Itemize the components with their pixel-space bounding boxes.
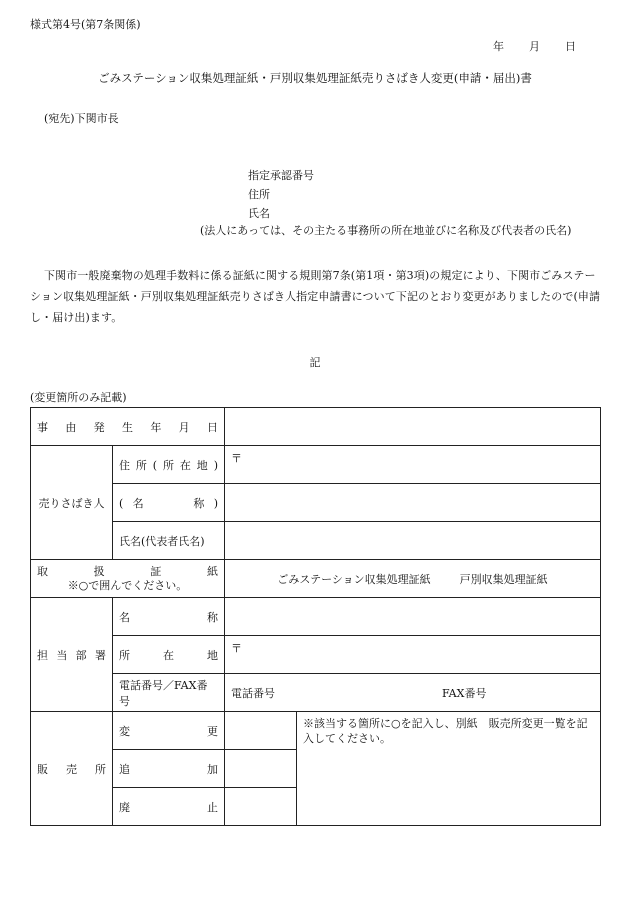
seller-name-row [31,484,601,522]
shop-change-label-cell [113,712,225,750]
dept-phone-input[interactable] [225,674,601,712]
change-only-note: (変更箇所のみ記載) [30,391,127,404]
date-year: 年 [493,40,504,53]
body-paragraph: 下関市一般廃棄物の処理手数料に係る証紙に関する規則第7条(第1項・第3項)の規定により、下関市ごみステーション収集処理証紙・戸別収集処理証紙売りさばき人指定申請書について下記のとおり変更がありましたので(申請し・届け出)ます。 [30,269,601,324]
addressee: (宛先)下関市長 [44,112,119,125]
stamp-type-row [31,560,601,598]
dept-location-row [31,636,601,674]
postal-mark: 〒 [231,452,242,465]
event-date-row [31,408,601,446]
shop-group-label: 販売所 [37,762,106,776]
date-day: 日 [565,40,576,53]
shop-change-label: 変更 [119,724,218,738]
dept-name-label-cell [113,598,225,636]
stamp-option-household[interactable]: 戸別収集処理証紙 [459,572,548,586]
dept-phone-label: 電話番号／FAX番号 [119,678,208,708]
form-number: 様式第4号(第7条関係) [30,18,141,31]
shop-abolish-input[interactable] [225,788,297,826]
dept-name-row [31,598,601,636]
stamp-option-station[interactable]: ごみステーション収集処理証紙 [277,572,431,586]
seller-rep-label: 氏名(代表者氏名) [119,534,205,548]
phone-field-label: 電話番号 [231,686,275,700]
dept-location-label-cell [113,636,225,674]
approval-number-label: 指定承認番号 [248,169,314,182]
stamp-options [225,560,601,598]
seller-rep-input[interactable] [225,522,601,560]
event-date-label: 事由発生年月日 [37,420,218,434]
ki-mark: 記 [309,356,321,369]
applicant-block [248,166,314,223]
change-form-table [30,407,601,826]
shop-add-label: 追加 [119,762,218,776]
shop-abolish-label: 廃止 [119,800,218,814]
dept-location-label: 所在地 [119,648,218,662]
seller-rep-row [31,522,601,560]
fax-field-label: FAX番号 [442,686,487,700]
shop-change-input[interactable] [225,712,297,750]
event-date-input[interactable] [225,408,601,446]
stamp-type-label: 取扱証紙 [37,564,218,578]
shop-add-input[interactable] [225,750,297,788]
shop-note: ※該当する箇所に○を記入し、別紙 販売所変更一覧を記入してください。 [297,712,601,826]
document-title: ごみステーション収集処理証紙・戸別収集処理証紙売りさばき人変更(申請・届出)書 [98,71,532,85]
seller-address-label-cell [113,446,225,484]
event-date-label-cell [31,408,225,446]
dept-name-label: 名称 [119,610,218,624]
seller-name-input[interactable] [225,484,601,522]
shop-abolish-label-cell [113,788,225,826]
seller-address-label: 住所(所在地) [119,458,218,472]
dept-name-input[interactable] [225,598,601,636]
dept-location-input[interactable] [225,636,601,674]
seller-rep-label-cell [113,522,225,560]
dept-phone-row [31,674,601,712]
postal-mark: 〒 [231,642,242,655]
seller-name-label: (名 称) [119,496,218,510]
shop-change-row [31,712,601,750]
dept-group-label-cell [31,598,113,712]
seller-address-input[interactable] [225,446,601,484]
dept-group-label: 担当部署 [37,648,106,662]
applicant-name-label: 氏名 [248,207,270,220]
seller-address-row [31,446,601,484]
seller-name-label-cell [113,484,225,522]
corporate-note: (法人にあっては、その主たる事務所の所在地並びに名称及び代表者の氏名) [200,224,572,237]
shop-group-label-cell [31,712,113,826]
shop-add-label-cell [113,750,225,788]
applicant-address-label: 住所 [248,188,270,201]
seller-group-label: 売りさばき人 [31,446,113,560]
circle-instruction: ※○で囲んでください。 [67,578,188,592]
date-month: 月 [529,40,540,53]
stamp-type-label-cell [31,560,225,598]
date-line [493,38,576,54]
dept-phone-label-cell [113,674,225,712]
